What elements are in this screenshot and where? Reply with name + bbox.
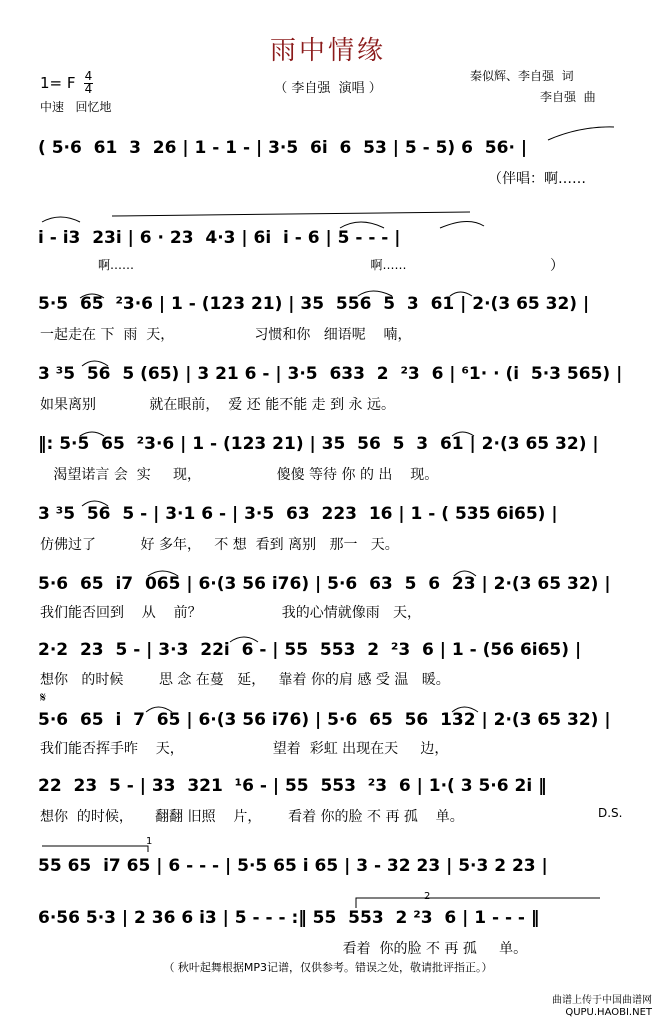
notation-line: 22 23 5 - | 33 321 ¹6 - | 55 553 ²3 6 | 1·( 3 5·6 2i ‖ xyxy=(38,776,547,796)
score-line-9 xyxy=(38,710,628,736)
composer-credit: 李自强 曲 xyxy=(540,90,596,104)
notation-line: 5·6 65 i 7 65 | 6·(3 56 i76) | 5·6 65 56 132 | 2·(3 65 32) | xyxy=(38,710,611,730)
score-line-8 xyxy=(38,640,628,666)
key-signature: 1= F xyxy=(40,74,76,92)
score-line-12 xyxy=(38,908,628,934)
singer-credit: （ 李自强 演唱 ） xyxy=(274,81,382,96)
lyric-line: 想你 的时候， 翻翻 旧照 片， 看着 你的脸 不 再 孤 单。 xyxy=(40,809,464,825)
notation-line: 2·2 23 5 - | 3·3 22i 6 - | 55 553 2 ²3 6 | 1 - (56 6i65) | xyxy=(38,640,582,660)
transcriber-note: （ 秋叶起舞根据MP3记谱，仅供参考。错误之处，敬请批评指正。） xyxy=(163,961,493,974)
volta-2-label: 2 xyxy=(424,891,431,902)
page-title: 雨中情缘 xyxy=(269,36,386,66)
notation-line: i - i3 23i | 6 · 23 4·3 | 6i i - 6 | 5 - - - | xyxy=(38,228,401,248)
accompaniment-close: ） xyxy=(550,258,564,274)
score-line-1 xyxy=(38,138,628,164)
lyric-line: 仿佛过了 好 多年， 不 想 看到 离别 那一 天。 xyxy=(40,537,399,553)
notation-line: 55 65 i7 65 | 6 - - - | 5·5 65 i 65 | 3 - 32 23 | 5·3 2 23 | xyxy=(38,856,548,876)
score-line-11 xyxy=(38,856,628,882)
time-signature-top: 4 xyxy=(84,69,93,83)
notation-line: 5·5 65 ²3·6 | 1 - (123 21) | 35 556 5 3 61 | 2·(3 65 32) | xyxy=(38,294,590,314)
lyric-line: 一起走在 下 雨 天， 习惯和你 细语呢 喃， xyxy=(40,327,412,343)
site-watermark: 曲谱上传于中国曲谱网 QUPU.HAOBI.NET xyxy=(552,995,652,1018)
volta-1-label: 1 xyxy=(146,836,153,847)
notation-line: 6·56 5·3 | 2 36 6 i3 | 5 - - - :‖ 55 553 2 ²3 6 | 1 - - - ‖ xyxy=(38,908,540,928)
score-line-6 xyxy=(38,504,628,530)
ds-marking: D.S. xyxy=(598,806,623,820)
score-line-5 xyxy=(38,434,628,460)
lyric-line: 如果离别 就在眼前， 爱 还 能不能 走 到 永 远。 xyxy=(40,397,396,413)
lyricist-credit: 秦似辉、李自强 词 xyxy=(470,69,574,83)
score-line-7 xyxy=(38,574,628,600)
score-line-4 xyxy=(38,364,628,390)
score-line-10 xyxy=(38,776,628,802)
notation-line: 5·6 65 i7 065 | 6·(3 56 i76) | 5·6 63 5 6 23 | 2·(3 65 32) | xyxy=(38,574,611,594)
accompaniment-note: （伴唱：啊…… xyxy=(488,171,586,187)
notation-line: 3 ³5 56 5 - | 3·1 6 - | 3·5 63 223 16 | 1 - ( 535 6i65) | xyxy=(38,504,558,524)
lyric-line: 我们能否挥手昨 天， 望着 彩虹 出现在天 边， xyxy=(40,741,449,757)
score-line-3 xyxy=(38,294,628,320)
time-signature-bottom: 4 xyxy=(84,82,93,96)
segno-sign: 𝄋 xyxy=(40,690,47,706)
lyric-line: 看着 你的脸 不 再 孤 单。 xyxy=(40,941,528,957)
notation-line: ‖: 5·5 65 ²3·6 | 1 - (123 21) | 35 56 5 3 61 | 2·(3 65 32) | xyxy=(38,434,599,454)
lyric-line: 想你 的时候 思 念 在蔓 延， 靠着 你的肩 感 受 温 暖。 xyxy=(40,672,450,688)
tempo-marking: 中速 回忆地 xyxy=(40,100,112,114)
lyric-line: 我们能否回到 从 前？ 我的心情就像雨 天， xyxy=(40,605,422,621)
lyric-line: 啊…… 啊…… xyxy=(98,258,407,272)
score-line-2 xyxy=(38,228,628,254)
lyric-line: 渴望诺言 会 实 现， 傻傻 等待 你 的 出 现。 xyxy=(40,467,439,483)
notation-line: 3 ³5 56 5 (65) | 3 21 6 - | 3·5 633 2 ²3 6 | ⁶1· · (i 5·3 565) | xyxy=(38,364,623,384)
notation-line: ( 5·6 61 3 26 | 1 - 1 - | 3·5 6i 6 53 | 5 - 5) 6 56· | xyxy=(38,138,528,158)
